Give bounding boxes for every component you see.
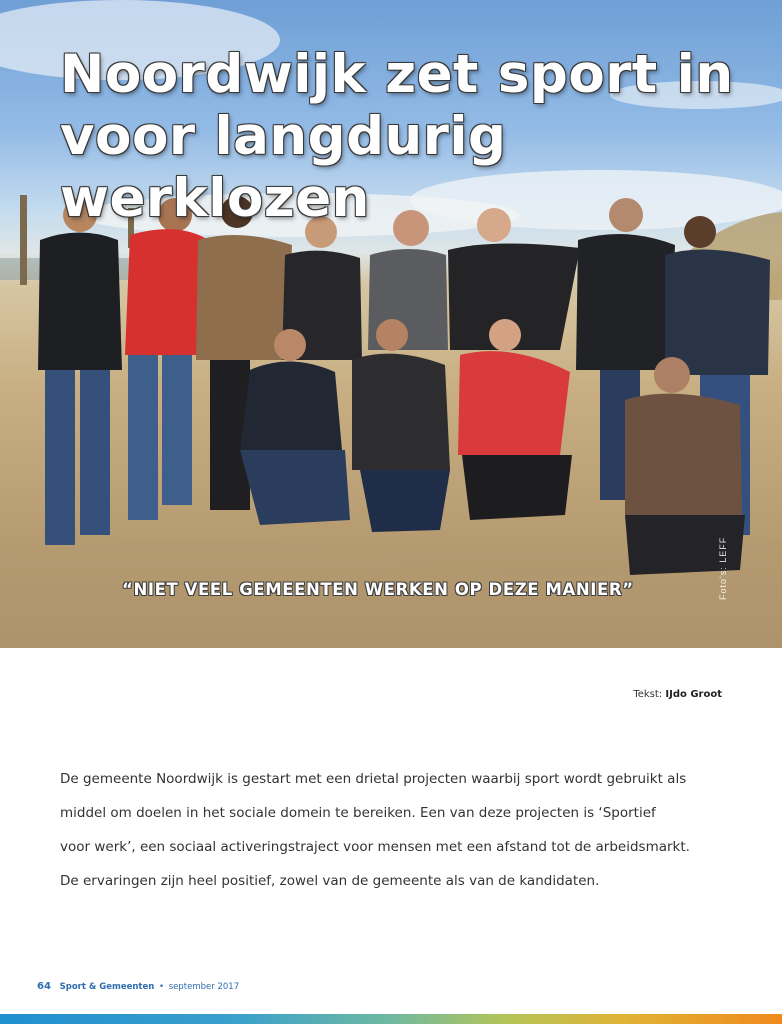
page-number: 64 (37, 981, 51, 992)
byline-author: IJdo Groot (665, 689, 722, 700)
headline-line-2: voor langdurig werklozen (60, 106, 507, 229)
issue-date: september 2017 (168, 982, 240, 992)
pull-quote: “NIET VEEL GEMEENTEN WERKEN OP DEZE MANIER” (122, 580, 634, 599)
footer-bullet: • (159, 982, 165, 992)
page-footer (37, 981, 239, 992)
footer-color-bar (0, 1014, 782, 1024)
intro-line: voor werk’, een sociaal activeringstraject voor mensen met een afstand tot de arbeidsmarkt. (60, 839, 690, 855)
intro-line: De gemeente Noordwijk is gestart met een drietal projecten waarbij sport wordt gebruikt als (60, 771, 687, 787)
intro-line: De ervaringen zijn heel positief, zowel van de gemeente als van de kandidaten. (60, 873, 600, 889)
photo-credit: Foto's: LEFF (718, 536, 728, 600)
byline (633, 689, 722, 700)
intro-line: middel om doelen in het sociale domein te bereiken. Een van deze projecten is ‘Sportief (60, 805, 656, 821)
byline-label: Tekst: (633, 689, 663, 700)
headline-line-1: Noordwijk zet sport in (60, 44, 734, 105)
article-headline (60, 44, 760, 230)
intro-paragraph (60, 768, 700, 904)
magazine-name: Sport & Gemeenten (59, 982, 155, 992)
